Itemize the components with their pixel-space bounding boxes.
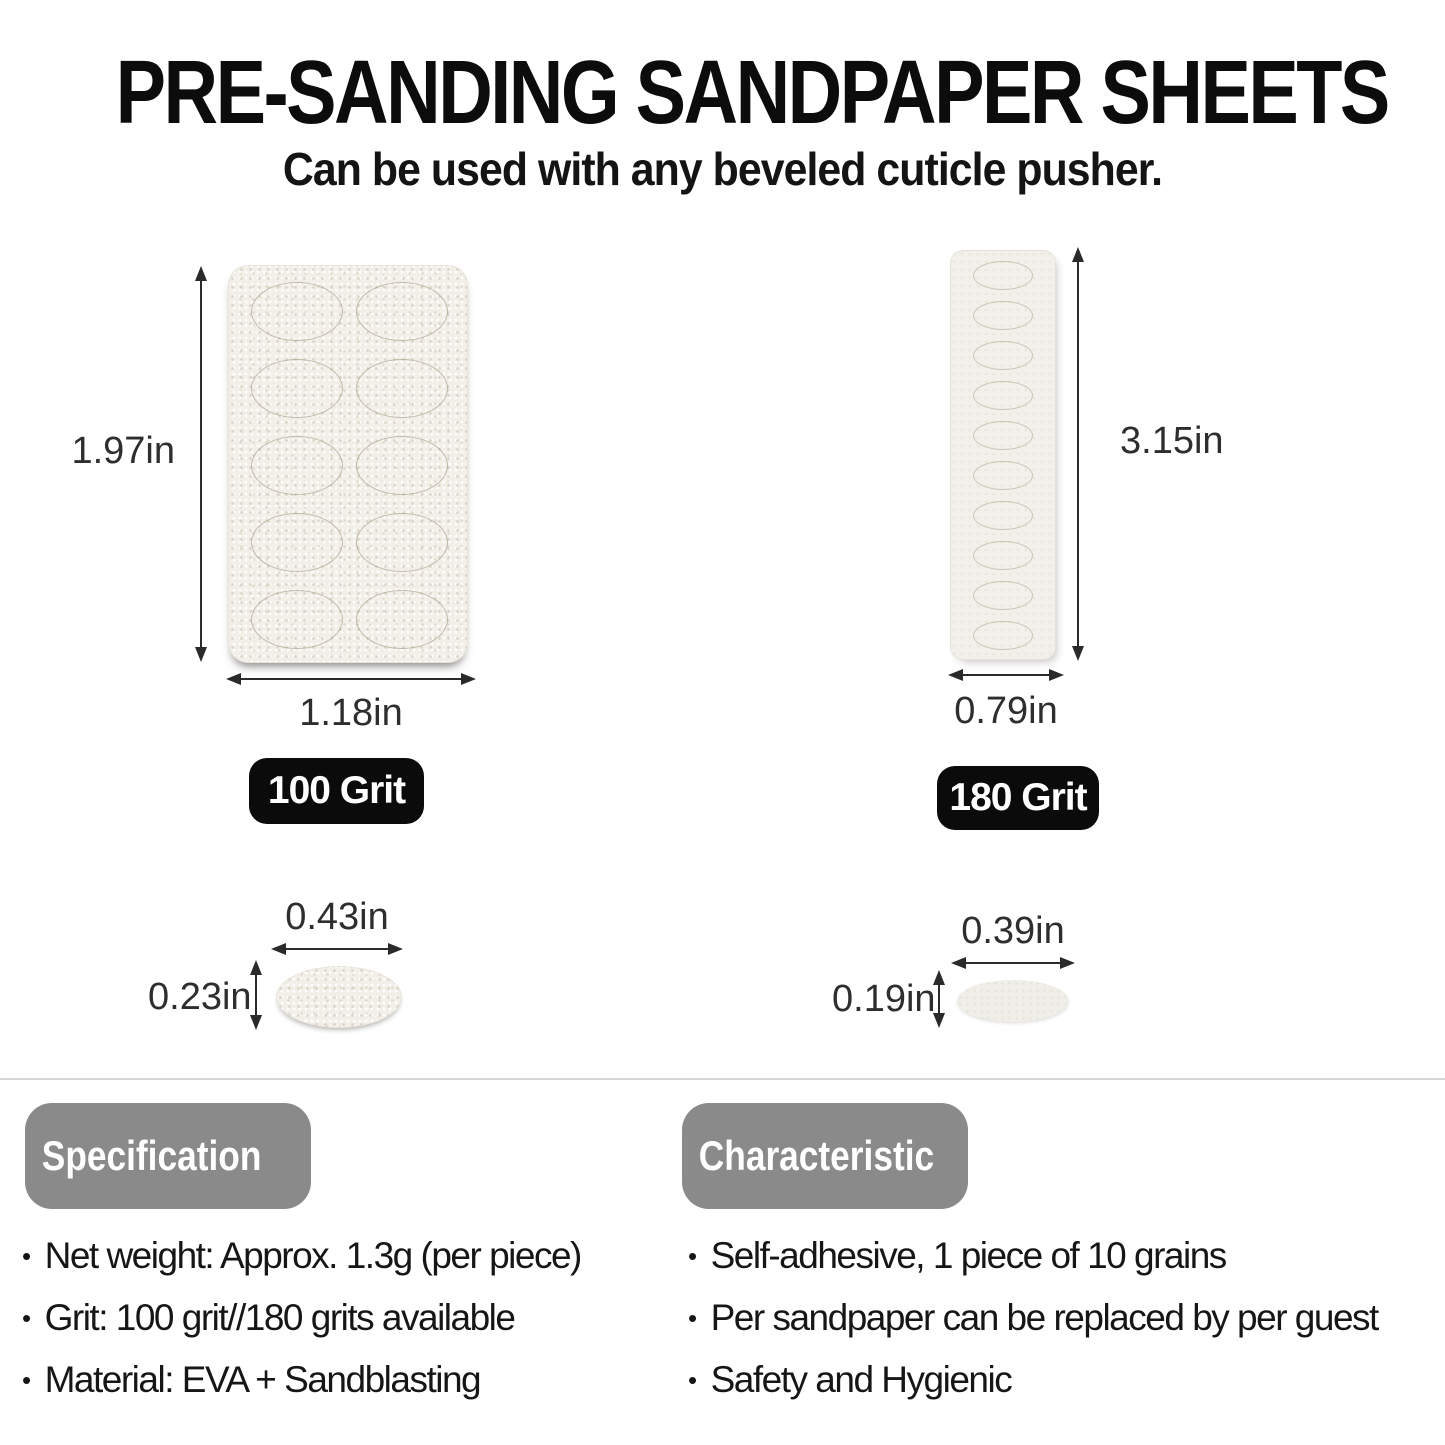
specification-list <box>22 1236 682 1422</box>
list-item-text: Grit: 100 grit//180 grits available <box>44 1297 515 1338</box>
section-divider <box>0 1078 1445 1080</box>
specification-header <box>25 1103 311 1209</box>
sandpaper-strip-180-grit <box>950 250 1056 660</box>
page-title: PRE-SANDING SANDPAPER SHEETS <box>115 43 1388 143</box>
sheet-width-label: 1.18in <box>299 692 403 734</box>
oval-pad-outline <box>251 359 343 418</box>
arrow-right-icon <box>1060 957 1075 969</box>
strip-height-label: 3.15in <box>1120 420 1224 462</box>
list-item-text: Self-adhesive, 1 piece of 10 grains <box>710 1235 1226 1276</box>
characteristic-header <box>682 1103 968 1209</box>
single-pad-180-grit <box>957 980 1069 1022</box>
oval-pad-outline <box>251 436 343 495</box>
characteristic-list-item <box>688 1298 1445 1338</box>
characteristic-list-item <box>688 1360 1445 1400</box>
oval-pad-outline <box>973 501 1033 530</box>
grit-badge-100: 100 Grit <box>249 758 424 824</box>
oval-pad-outline <box>973 421 1033 450</box>
characteristic-header-label: Characteristic <box>698 1132 935 1179</box>
oval-pad-outline <box>356 282 448 341</box>
oval-pad-outline <box>251 590 343 649</box>
oval-pad-outline <box>973 541 1033 570</box>
list-item-text: Net weight: Approx. 1.3g (per piece) <box>44 1235 581 1276</box>
list-item-text: Safety and Hygienic <box>710 1359 1012 1400</box>
sheet-width-arrow <box>226 672 476 686</box>
single-pad-100-grit <box>276 966 402 1028</box>
grit-badge-180: 180 Grit <box>937 766 1099 830</box>
arrow-down-icon <box>250 1015 262 1030</box>
oval-pad-outline <box>251 513 343 572</box>
specification-list-item <box>22 1236 682 1276</box>
list-item-text: Material: EVA + Sandblasting <box>44 1359 481 1400</box>
oval-pad-outline <box>973 581 1033 610</box>
pad180-height-label: 0.19in <box>832 978 936 1020</box>
pad180-width-arrow <box>951 956 1075 970</box>
arrow-right-icon <box>461 673 476 685</box>
specification-list-item <box>22 1298 682 1338</box>
strip-width-arrow <box>948 668 1064 682</box>
pad100-width-label: 0.43in <box>285 896 389 938</box>
list-item-text: Per sandpaper can be replaced by per guest <box>710 1297 1378 1338</box>
arrow-down-icon <box>1072 646 1084 661</box>
sandpaper-sheet-100-grit <box>228 265 468 663</box>
oval-pad-outline <box>251 282 343 341</box>
pad100-height-label: 0.23in <box>148 976 252 1018</box>
strip-width-label: 0.79in <box>954 690 1058 732</box>
oval-pad-outline <box>356 590 448 649</box>
oval-pad-outline <box>356 436 448 495</box>
oval-pad-outline <box>973 301 1033 330</box>
specification-header-label: Specification <box>41 1132 262 1179</box>
bullet-icon: • <box>22 1365 30 1395</box>
arrow-right-icon <box>388 943 403 955</box>
bullet-icon: • <box>688 1303 696 1333</box>
oval-pad-outline <box>973 381 1033 410</box>
oval-pad-outline <box>356 359 448 418</box>
bullet-icon: • <box>688 1365 696 1395</box>
arrow-right-icon <box>1049 669 1064 681</box>
page-subtitle: Can be used with any beveled cuticle pusher. <box>282 143 1163 195</box>
oval-pad-outline <box>973 261 1033 290</box>
oval-pad-outline <box>356 513 448 572</box>
strip-height-arrow <box>1071 247 1085 661</box>
arrow-down-icon <box>195 647 207 662</box>
bullet-icon: • <box>22 1303 30 1333</box>
specification-list-item <box>22 1360 682 1400</box>
oval-pad-outline <box>973 341 1033 370</box>
bullet-icon: • <box>688 1241 696 1271</box>
pad100-width-arrow <box>271 942 403 956</box>
sheet-height-label: 1.97in <box>71 430 175 472</box>
oval-pad-outline <box>973 621 1033 650</box>
characteristic-list-item <box>688 1236 1445 1276</box>
sheet-height-arrow <box>194 266 208 662</box>
bullet-icon: • <box>22 1241 30 1271</box>
characteristic-list <box>688 1236 1445 1422</box>
pad180-width-label: 0.39in <box>961 910 1065 952</box>
oval-pad-outline <box>973 461 1033 490</box>
